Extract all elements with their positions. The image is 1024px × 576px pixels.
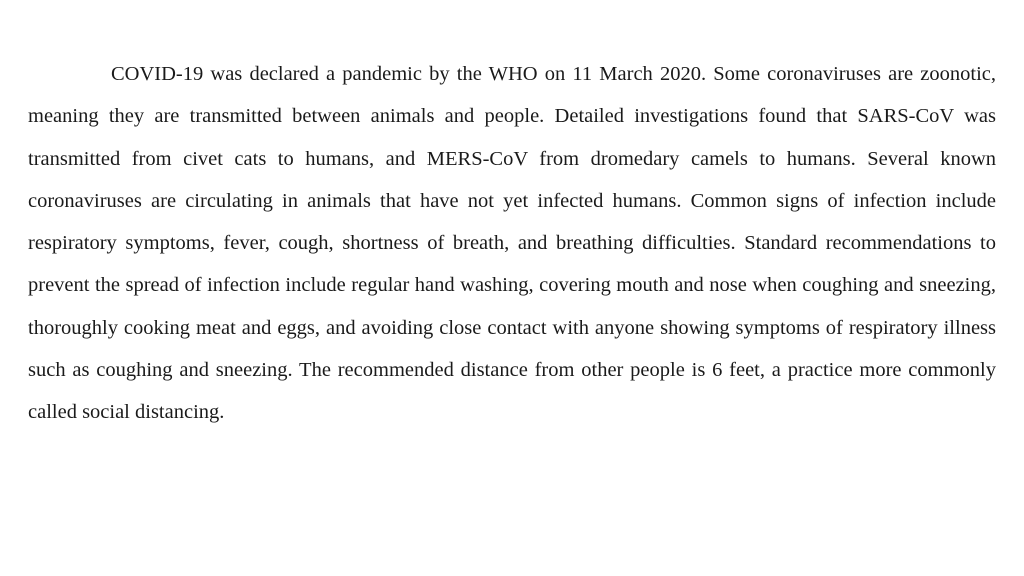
body-paragraph: COVID-19 was declared a pandemic by the WHO on 11 March 2020. Some coronaviruses are zoonotic, meaning they are transmitted between animals and people. Detailed investigations found that SARS-CoV was transmitted from civet cats to humans, and MERS-CoV from dromedary camels to humans. Several known coronaviruses are circulating in animals that have not yet infected humans. Common signs of infection include respiratory symptoms, fever, cough, shortness of breath, and breathing difficulties. Standard recommendations to prevent the spread of infection include regular hand washing, covering mouth and nose when coughing and sneezing, thoroughly cooking meat and eggs, and avoiding close contact with anyone showing symptoms of respiratory illness such as coughing and sneezing. The recommended distance from other people is 6 feet, a practice more commonly called social distancing. — [28, 63, 996, 424]
